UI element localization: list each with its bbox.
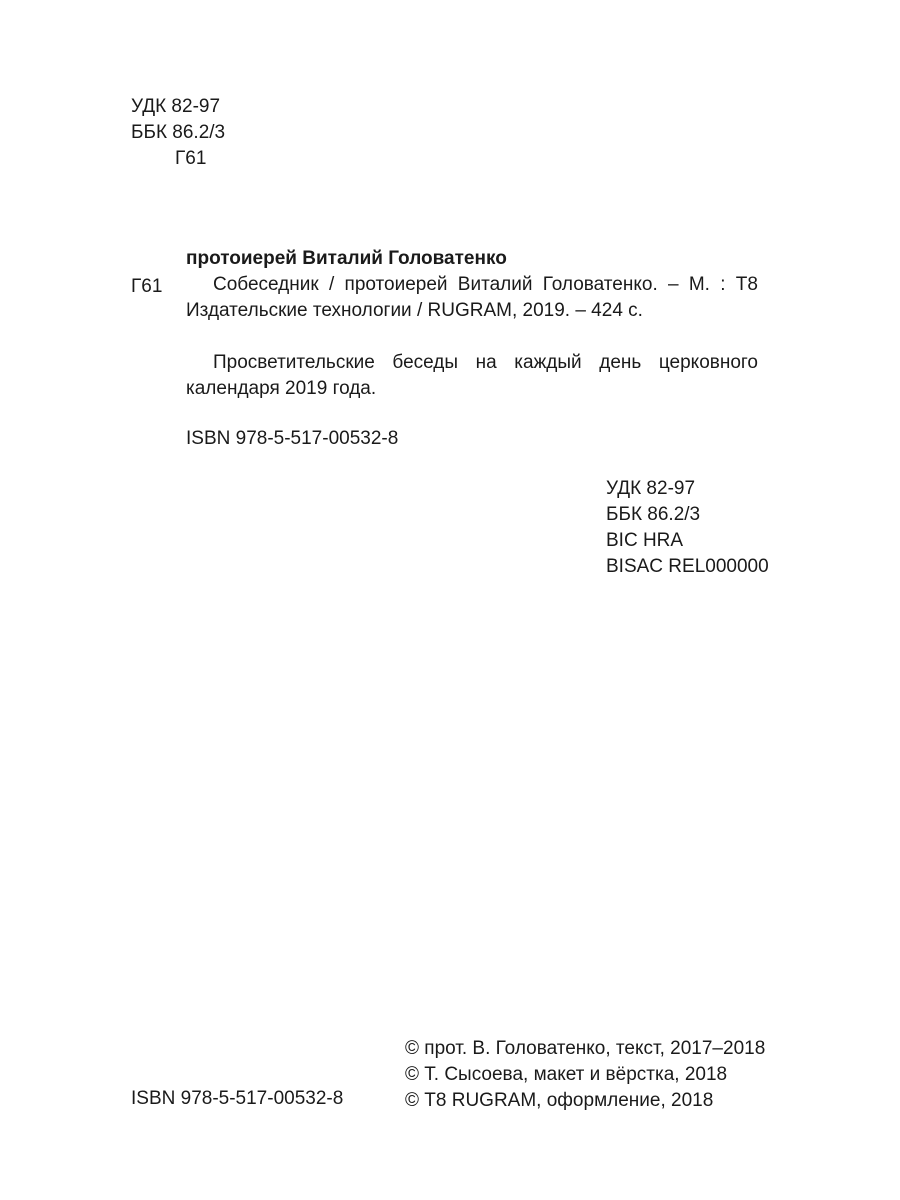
author-mark: Г61: [175, 148, 207, 169]
udk-code: УДК 82-97: [131, 96, 221, 117]
annotation-line-1: Просветительские беседы на каждый день церковного: [213, 352, 758, 373]
copyright-layout: © Т. Сысоева, макет и вёрстка, 2018: [405, 1064, 728, 1085]
bbk-code: ББК 86.2/3: [131, 122, 226, 143]
isbn-footer: ISBN 978-5-517-00532-8: [131, 1088, 344, 1109]
copyright-text: © прот. В. Головатенко, текст, 2017–2018: [405, 1038, 766, 1059]
right-classification-block: [606, 476, 769, 580]
author-heading: протоиерей Виталий Головатенко: [186, 248, 507, 269]
record-author-mark: Г61: [131, 276, 163, 297]
isbn-record: ISBN 978-5-517-00532-8: [186, 428, 399, 449]
bic-code: BIC HRA: [606, 530, 684, 551]
annotation: [186, 350, 758, 402]
annotation-line-2: календаря 2019 года.: [186, 378, 377, 399]
top-classification-block: [131, 94, 225, 172]
udk-code-right: УДК 82-97: [606, 478, 696, 499]
bisac-code: BISAC REL000000: [606, 556, 769, 577]
bibliographic-description: [186, 272, 758, 324]
bib-line-1: Собеседник / протоиерей Виталий Головатенко. – М. : Т8: [213, 274, 758, 295]
bbk-code-right: ББК 86.2/3: [606, 504, 701, 525]
bib-line-2: Издательские технологии / RUGRAM, 2019. – 424 с.: [186, 300, 643, 321]
copyright-design: © Т8 RUGRAM, оформление, 2018: [405, 1090, 714, 1111]
copyright-block: [405, 1036, 765, 1114]
